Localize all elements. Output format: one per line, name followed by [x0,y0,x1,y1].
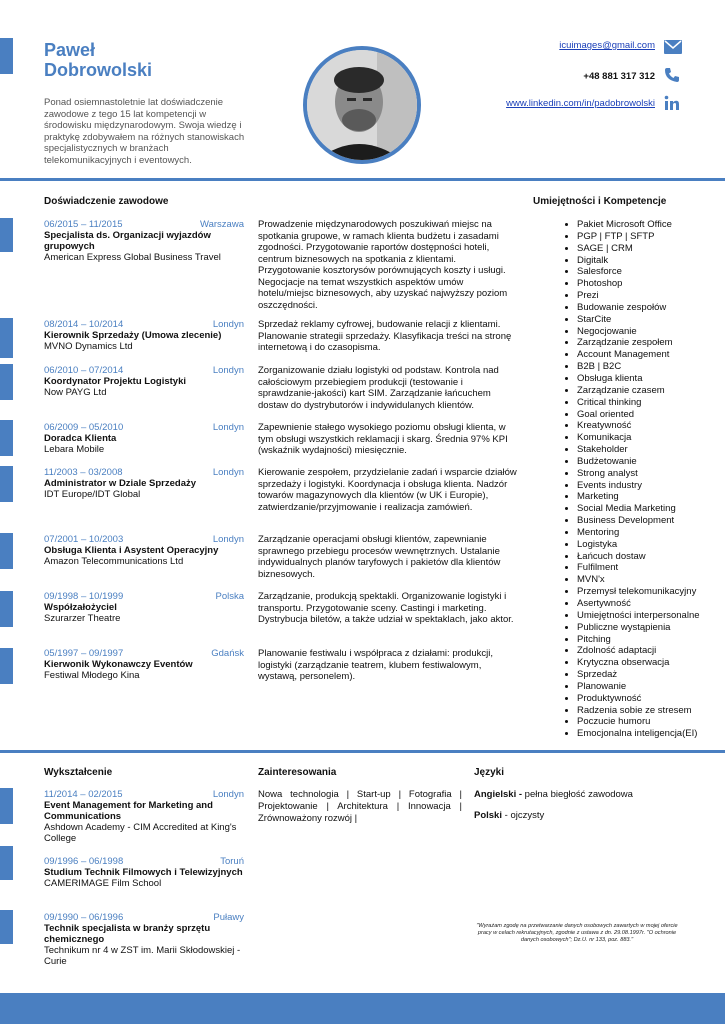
skill-item: • Fulfilment [577,562,725,574]
skill-item: • Mentoring [577,527,725,539]
skill-item: • Budowanie zespołów [577,302,725,314]
job-date: 11/2003 – 03/2008 [44,467,123,478]
job-title: Doradca Klienta [44,433,117,444]
job-date: 06/2010 – 07/2014 [44,365,124,376]
job-company: Now PAYG Ltd [44,387,107,398]
education-title: Technik specjalista w branży sprzętu chemicznego [44,923,211,945]
job-description: Zarządzanie operacjami obsługi klientów, zapewnianie sprawnego przebiegu procesów wewnętrznych. Ustalanie indywidualnych planów taryfowych i pakietów dla klientów biznesowych. [258,534,501,580]
skill-item: • StarCite [577,314,725,326]
skill-item: • Prezi [577,290,725,302]
education-date: 09/1990 – 06/1996 [44,912,124,923]
job-description: Sprzedaż reklamy cyfrowej, budowanie relacji z klientami. Planowanie strategii sprzedaży. Klasyfikacja treści na stronę internetową i do czasopisma. [258,319,512,353]
education-location: Puławy [213,912,244,923]
skill-item: • Umiejętności interpersonalne [577,610,725,622]
skill-item: • Photoshop [577,278,725,290]
accent-bar [0,533,13,569]
skill-item: • Pakiet Microsoft Office [577,219,725,231]
language-name: Polski [474,810,502,821]
job-entry [44,422,244,455]
education-entry [44,912,244,967]
languages-list [474,789,694,822]
job-title: Kierwonik Wykonawczy Eventów [44,659,193,670]
skill-item: • Krytyczna obserwacja [577,657,725,669]
language-item [474,810,694,822]
skill-item: • Salesforce [577,266,725,278]
person-name [44,40,152,80]
job-date: 07/2001 – 10/2003 [44,534,124,545]
interests-heading: Zainteresowania [258,767,337,778]
skill-item: • SAGE | CRM [577,243,725,255]
gdpr-consent: "Wyrażam zgodę na przetwarzanie danych osobowych zawartych w mojej ofercie pracy w celach rekrutacyjnych, zgodnie z ustawa z dn. 29.08.1997r. "O ochronie danych osobowych"; Dz.U. nr 133, poz. 883." [476,923,678,943]
accent-bar [0,466,13,502]
education-location: Londyn [212,789,244,800]
language-level: - ojczysty [502,810,545,821]
skill-item: • Logistyka [577,539,725,551]
education-date: 11/2014 – 02/2015 [44,789,123,800]
skill-item: • Zarządzanie czasem [577,385,725,397]
skill-item: • Komunikacja [577,432,725,444]
skill-item: • Emocjonalna inteligencja(EI) [577,728,725,740]
skill-item: • Strong analyst [577,468,725,480]
job-company: MVNO Dynamics Ltd [44,341,133,352]
accent-bar [0,910,13,944]
skill-item: • Negocjowanie [577,326,725,338]
skill-item: • Łańcuch dostaw [577,551,725,563]
education-heading: Wykształcenie [44,767,113,778]
skill-item: • PGP | FTP | SFTP [577,231,725,243]
job-title: Kierownik Sprzedaży (Umowa zlecenie) [44,330,222,341]
skill-item: • Zarządzanie zespołem [577,337,725,349]
job-date: 06/2015 – 11/2015 [44,219,123,230]
email-link[interactable]: icuimages@gmail.com [559,40,655,51]
email-icon [664,40,682,56]
accent-bar [0,420,13,456]
last-name: Dobrowolski [44,60,153,80]
job-description: Prowadzenie międzynarodowych poszukiwań miejsc na spotkania grupowe, w ramach klienta budżetu i zasadami zgodności. Przygotowanie raportów dostępności hoteli, centrum biznesowych na spotkania z klientami. Przygotowanie kosztorysów porównujących koszty i usługi. Negocjacje na temat wszystkich aspektów umów hotelu/miejsc biznesowych, aby uzyskać najwyższy poziom oszczędności. [258,219,508,311]
job-entry [44,534,244,567]
contact-linkedin[interactable] [506,98,655,109]
skill-item: • MVN'x [577,574,725,586]
language-level: pełna biegłość zawodowa [522,789,633,800]
education-school: Ashdown Academy - CIM Accredited at King's College [44,822,237,844]
linkedin-icon [664,95,682,111]
job-date: 06/2009 – 05/2010 [44,422,124,433]
job-date: 08/2014 – 10/2014 [44,319,124,330]
experience-heading: Doświadczenie zawodowe [44,196,169,207]
job-description: Zapewnienie stałego wysokiego poziomu obsługi klienta, w tym obsługi wszystkich reklamacji i skarg. Średnia 97% KPI (wskaźnik wydajności) miesięcznie. [258,422,508,456]
skill-item: • Budżetowanie [577,456,725,468]
phone-icon [664,67,682,83]
job-entry [44,648,244,681]
job-entry [44,319,244,352]
job-title: Administrator w Dziale Sprzedaży [44,478,197,489]
job-title: Współzałożyciel [44,602,117,613]
language-item [474,789,694,801]
skill-item: • Planowanie [577,681,725,693]
job-date: 09/1998 – 10/1999 [44,591,124,602]
skill-item: • Goal oriented [577,409,725,421]
skills-heading: Umiejętności i Kompetencje [533,196,667,207]
skill-item: • Marketing [577,491,725,503]
profile-photo [303,46,421,164]
job-company: Festiwal Młodego Kina [44,670,140,681]
languages-heading: Języki [474,767,505,778]
linkedin-link[interactable]: www.linkedin.com/in/padobrowolski [506,98,655,109]
job-title: Koordynator Projektu Logistyki [44,376,186,387]
job-location: Londyn [212,467,244,478]
section-divider [0,750,725,753]
accent-bar [0,318,13,358]
skill-item: • Produktywność [577,693,725,705]
education-date: 09/1996 – 06/1998 [44,856,124,867]
education-title: Studium Technik Filmowych i Telewizyjnych [44,867,243,878]
skill-item: • Pitching [577,634,725,646]
job-entry [44,365,244,398]
skill-item: • Sprzedaż [577,669,725,681]
skill-item: • Asertywność [577,598,725,610]
job-title: Obsługa Klienta i Asystent Operacyjny [44,545,219,556]
job-location: Londyn [212,422,244,433]
job-title: Specjalista ds. Organizacji wyjazdów grupowych [44,230,211,252]
skill-item: • Obsługa klienta [577,373,725,385]
job-entry [44,591,244,624]
job-entry [44,467,244,500]
skill-item: • Poczucie humoru [577,716,725,728]
education-entry [44,789,244,844]
job-date: 05/1997 – 09/1997 [44,648,124,659]
skill-item: • Social Media Marketing [577,503,725,515]
job-location: Londyn [212,365,244,376]
job-company: Amazon Telecommunications Ltd [44,556,184,567]
job-description: Planowanie festiwalu i współpraca z działami: produkcji, logistyki (zarządzanie teatrem, klubem festiwalowym, wystawą, personelem). [258,648,493,682]
skill-item: • Events industry [577,480,725,492]
skill-item: • Digitalk [577,255,725,267]
job-company: Szurarzer Theatre [44,613,121,624]
education-location: Toruń [220,856,244,867]
accent-bar [0,591,13,627]
job-entry [44,219,244,263]
job-company: American Express Global Business Travel [44,252,221,263]
accent-bar [0,38,13,74]
header-divider [0,178,725,181]
accent-bar [0,364,13,400]
skill-item: • Critical thinking [577,397,725,409]
contact-email[interactable] [559,40,655,51]
contact-phone: +48 881 317 312 [583,71,655,82]
job-company: Lebara Mobile [44,444,105,455]
job-description: Zarządzanie, produkcją spektakli. Organizowanie logistyki i transportu. Przygotowanie sceny. Castingi i marketing. Dystrybucja biletów, a także udział w spektaklach, jako aktor. [258,591,514,625]
accent-bar [0,846,13,880]
accent-bar [0,218,13,252]
accent-bar [0,788,13,824]
education-school: CAMERIMAGE Film School [44,878,162,889]
skill-item: • Zdolność adaptacji [577,645,725,657]
job-location: Polska [215,591,244,602]
job-description: Zorganizowanie działu logistyki od podstaw. Kontrola nad całościowym przebiegiem produkcji (testowanie i sprawdzanie-jakości) kart SIM. Zarządzanie łańcuchem dostaw do dystrybutorów i indywidulanych klientów. [258,365,499,411]
skill-item: • Kreatywność [577,420,725,432]
first-name: Paweł [44,40,96,60]
accent-bar [0,648,13,684]
job-location: Gdańsk [211,648,244,659]
job-description: Kierowanie zespołem, przydzielanie zadań i wsparcie działów sprzedaży i logistyki. Koordynacja i obsługa klienta. Nadzór towarów magazynowych dla klientów (w UK i Europie), zatwierdzanie/przyjmowanie i realizacja zamówień. [258,467,517,513]
language-name: Angielski - [474,789,523,800]
education-title: Event Management for Marketing and Communications [44,800,213,822]
education-entry [44,856,244,889]
skills-list [555,219,725,740]
skill-item: • Przemysł telekomunikacyjny [577,586,725,598]
job-company: IDT Europe/IDT Global [44,489,141,500]
footer-bar [0,993,725,1024]
job-location: Londyn [212,319,244,330]
skill-item: • Account Management [577,349,725,361]
interests-text: Nowa technologia | Start-up | Fotografia | Projektowanie | Architektura | Innowacja | Zrównoważony rozwój | [258,789,462,824]
skill-item: • B2B | B2C [577,361,725,373]
job-location: Londyn [212,534,244,545]
job-location: Warszawa [200,219,244,230]
profile-summary: Ponad osiemnastoletnie lat doświadczenie zawodowe z tego 15 lat kompetencji w środowisku międzynarodowym. Swoja wiedzę i praktykę zdobywałem na różnych stanowiskach specjalistycznych w branżach telekomunikacyjnych i eventowych. [44,97,245,166]
skill-item: • Publiczne wystąpienia [577,622,725,634]
education-school: Technikum nr 4 w ZST im. Marii Skłodowskiej - Curie [44,945,241,967]
skill-item: • Business Development [577,515,725,527]
skill-item: • Radzenia sobie ze stresem [577,705,725,717]
skill-item: • Stakeholder [577,444,725,456]
